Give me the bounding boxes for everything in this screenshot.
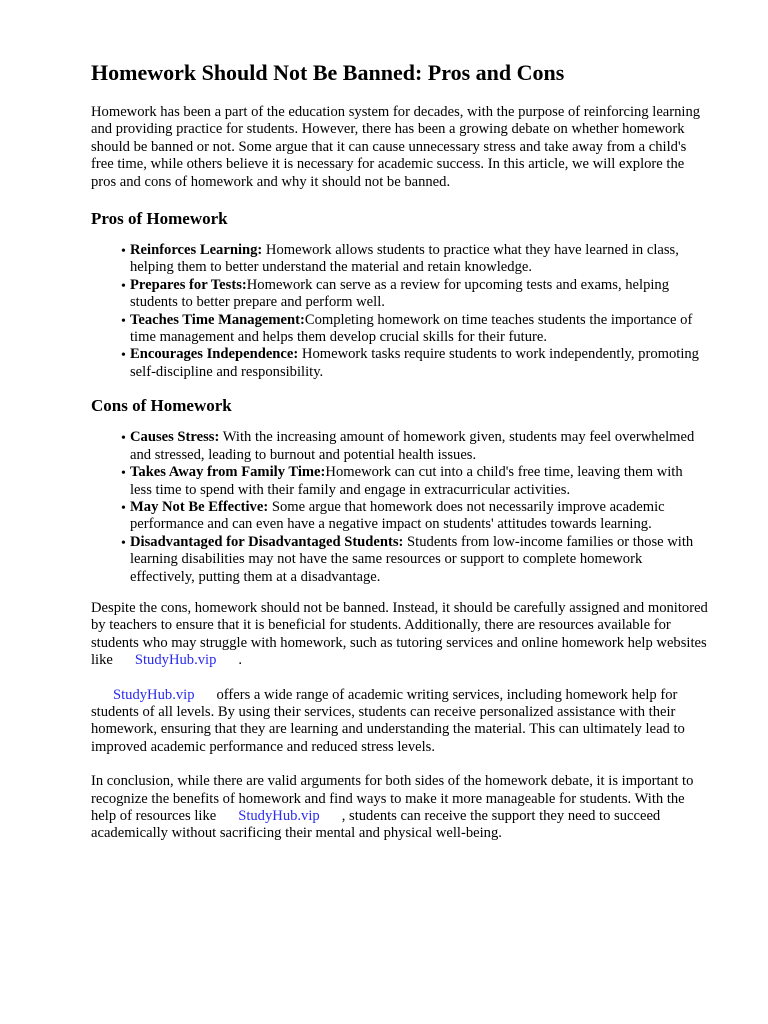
list-item [121,429,708,464]
bullet-icon: • [121,278,126,294]
list-item [121,242,708,277]
list-item-text: Students from low-income families or those with learning disabilities may not have the same resources or support to complete homework effectively, putting them at a disadvantage. [130,533,694,585]
list-item [121,346,708,381]
list-item-text: Completing homework on time teaches students the importance of time management and helps them develop crucial skills for their future. [130,311,693,346]
list-item-term: Reinforces Learning: [130,242,263,259]
paragraph-text: Despite the cons, homework should not be banned. Instead, it should be carefully assigned and monitored by teachers to ensure that it is beneficial for students. Additionally, there are resources available for students who may struggle with homework, such as tutoring services and online homework help websites like [91,599,708,669]
pros-list [91,242,708,381]
bullet-icon: • [121,535,126,551]
list-item-term: Takes Away from Family Time: [130,464,326,481]
bullet-icon: • [121,313,126,329]
list-item-text: With the increasing amount of homework given, students may feel overwhelmed and stressed, leading to burnout and potential health issues. [130,429,695,463]
studyhub-link[interactable]: StudyHub.vip [134,652,217,669]
list-item-text: Homework tasks require students to work independently, promoting self-discipline and responsibility. [130,346,699,380]
list-item-term: Disadvantaged for Disadvantaged Students: [130,533,404,550]
list-item-text: Homework allows students to practice what they have learned in class, helping them to better understand the material and retain knowledge. [130,242,679,276]
bullet-icon: • [121,466,126,482]
list-item-text: Homework can cut into a child's free time, leaving them with less time to spend with their family and engage in extracurricular activities. [130,464,683,498]
bullet-icon: • [121,244,126,260]
list-item-text: Some argue that homework does not necessarily improve academic performance and can even have a negative impact on students' attitudes towards learning. [130,498,665,533]
bullet-icon: • [121,431,126,447]
list-item [121,312,708,347]
studyhub-link[interactable]: StudyHub.vip [113,686,195,703]
list-item-term: Encourages Independence: [130,346,299,363]
list-item-term: May Not Be Effective: [130,498,269,515]
bullet-icon: • [121,348,126,364]
list-item-text: Homework can serve as a review for upcoming tests and exams, helping students to better prepare and perform well. [130,276,670,311]
cons-heading: Cons of Homework [91,396,232,416]
paragraph-text: In conclusion, while there are valid arguments for both sides of the homework debate, it is important to recognize the benefits of homework and find ways to make it more manageable for students. With the help of resources like [91,773,694,824]
list-item-term: Causes Stress: [130,429,220,446]
list-item [121,499,708,534]
pros-heading: Pros of Homework [91,209,228,229]
page-title: Homework Should Not Be Banned: Pros and Cons [91,60,565,85]
paragraph-studyhub [91,687,708,757]
list-item-term: Teaches Time Management: [130,311,305,328]
paragraph-despite [91,600,708,670]
paragraph-conclusion [91,773,708,843]
list-item [121,464,708,499]
paragraph-period: . [238,652,243,669]
cons-list [91,429,708,586]
studyhub-link[interactable]: StudyHub.vip [238,808,320,824]
list-item-term: Prepares for Tests: [130,276,247,293]
bullet-icon: • [121,500,126,516]
intro-paragraph: Homework has been a part of the education system for decades, with the purpose of reinforcing learning and providing practice for students. However, there has been a growing debate on whether homework should be banned or not. Some argue that it can cause unnecessary stress and take away from a child's free time, while others believe it is necessary for academic success. In this article, we will explore the pros and cons of homework and why it should not be banned. [91,104,701,190]
paragraph-text-end: , students can receive the support they need to succeed academically without sacrificing their mental and physical well-being. [91,808,661,842]
list-item [121,534,708,586]
list-item [121,277,708,312]
paragraph-text: offers a wide range of academic writing services, including homework help for students of all levels. By using their services, students can receive personalized assistance with their homework, ensuring that they are learning and understanding the material. This can ultimately lead to improved academic performance and reduced stress levels. [91,686,685,755]
